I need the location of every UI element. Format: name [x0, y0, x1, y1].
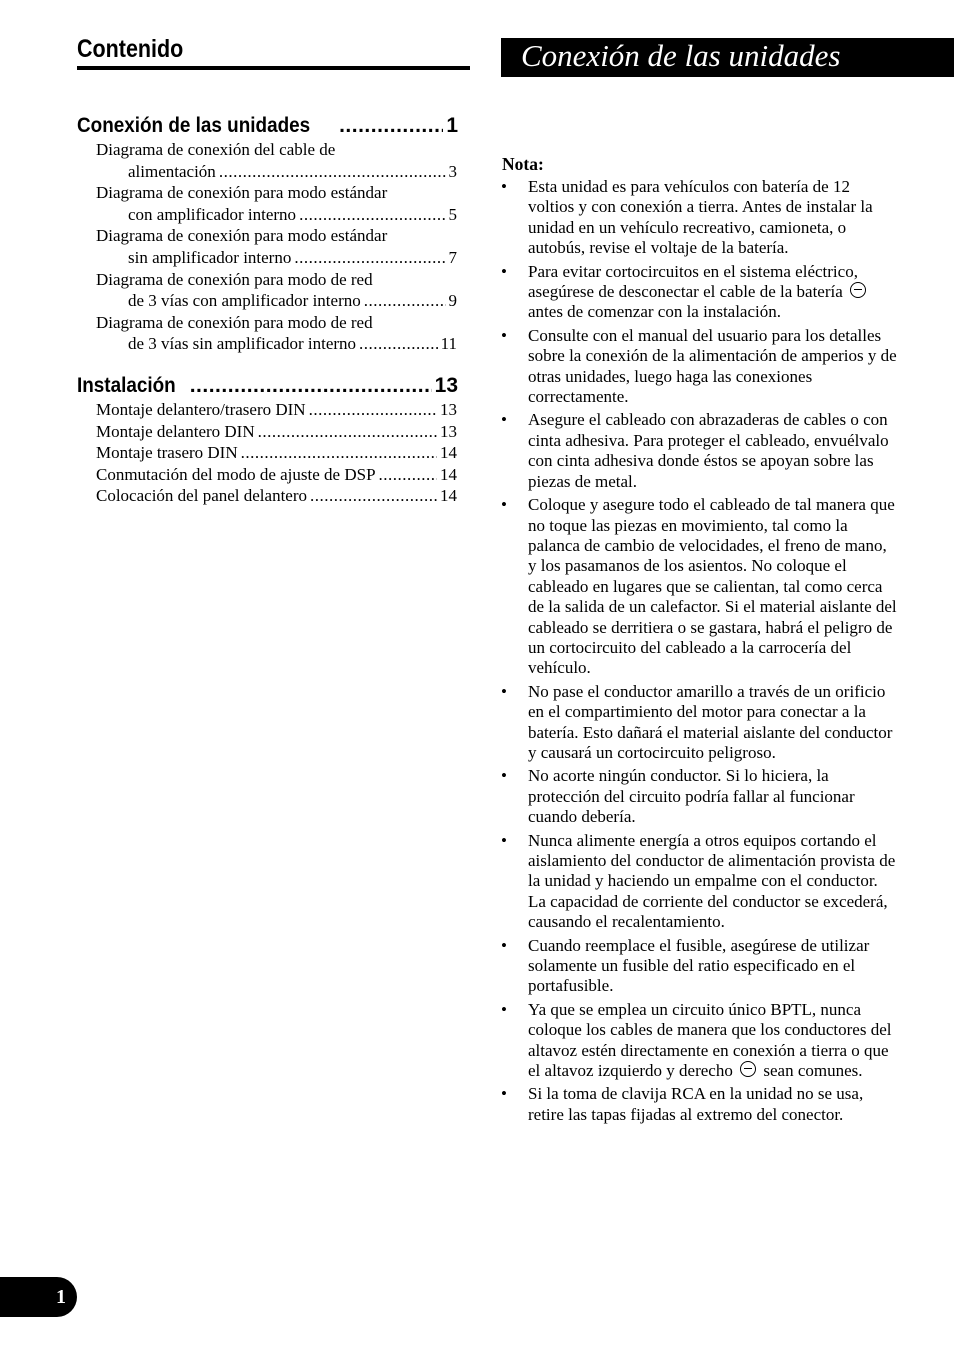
toc-entry-label: Colocación del panel delantero [96, 486, 307, 506]
dot-leader [379, 464, 437, 486]
toc-entry[interactable] [96, 485, 457, 507]
dot-leader [190, 373, 432, 399]
list-item [501, 410, 898, 492]
toc-entry-label: Montaje delantero DIN [96, 421, 255, 441]
note-text: Si la toma de clavija RCA en la unidad no se usa, retire las tapas fijadas al extremo del conector. [528, 1084, 864, 1124]
note-text: Consulte con el manual del usuario para los detalles sobre la conexión de la alimentación de amperios y de otras unidades, luego haga las conexiones correctamente. [528, 325, 897, 407]
notes-list [501, 177, 954, 1125]
minus-terminal-icon [740, 1061, 756, 1077]
bullet-icon: • [501, 177, 507, 196]
toc-entry-page: 13 [440, 421, 457, 441]
toc-entry[interactable] [96, 442, 457, 464]
dot-leader [310, 485, 437, 507]
toc-entry-label-cont: alimentación [128, 161, 216, 181]
toc-entry[interactable] [96, 421, 457, 443]
toc-entry-page: 5 [448, 204, 457, 224]
note-text: Asegure el cableado con abrazaderas de cables o con cinta adhesiva. Para proteger el cableado, envuélvalo con cinta adhesiva donde éstos se apoyan sobre las piezas de metal. [528, 410, 889, 491]
toc-section-heading[interactable] [77, 113, 458, 139]
note-text: No acorte ningún conductor. Si lo hiciera, la protección del circuito podría fallar al funcionar cuando debería. [528, 766, 855, 827]
bullet-icon: • [501, 766, 507, 786]
toc-entry-label-cont: con amplificador interno [128, 204, 297, 224]
bullet-icon: • [501, 261, 507, 281]
toc-entry-label: Diagrama de conexión para modo estándar [96, 183, 388, 203]
page-number-tab: 1 [0, 1277, 77, 1317]
toc-section-title: Conexión de las unidades [77, 114, 311, 137]
toc-entry-page: 3 [448, 161, 457, 181]
toc-section-page: 13 [434, 373, 458, 397]
toc-section-heading[interactable] [77, 373, 458, 399]
bullet-icon: • [501, 681, 507, 701]
toc-entry[interactable] [96, 464, 457, 486]
toc-entry-label: Diagrama de conexión para modo estándar [96, 226, 388, 246]
dot-leader [364, 290, 446, 312]
toc-section-instalacion [77, 373, 470, 507]
toc-entry-label-cont: de 3 vías con amplificador interno [128, 291, 361, 311]
toc-entry-page: 11 [440, 334, 457, 354]
dot-leader [219, 161, 446, 183]
dot-leader [241, 442, 437, 464]
bullet-icon: • [501, 935, 507, 955]
list-item [501, 495, 898, 679]
dot-leader [299, 204, 445, 226]
list-item [501, 326, 898, 408]
toc-section-conexion [77, 113, 470, 355]
list-item [501, 177, 898, 259]
note-text: Ya que se emplea un circuito único BPTL, nunca coloque los cables de manera que los conductores del altavoz estén directamente en conexión a tierra o que el altavoz izquierdo y derecho [528, 999, 892, 1081]
note-text: Coloque y asegure todo el cableado de tal manera que no toque las piezas en movimiento, tal como la palanca de cambio de velocidades, el freno de mano, y los pasamanos de los asientos. No coloque el cableado en lugares que se calientan, tal como cerca de la salida de un calefactor. Si el material aislante del cableado se derritiera o se gastara, habrá el peligro de un cortocircuito del cableado a la carrocería del vehículo. [528, 495, 897, 678]
toc-entry-label: Diagrama de conexión para modo de red [96, 312, 373, 332]
dot-leader [309, 399, 437, 421]
toc-entry-label: Conmutación del modo de ajuste de DSP [96, 464, 376, 484]
note-text-cont: antes de comenzar con la instalación. [528, 302, 781, 322]
toc-entry-page: 14 [440, 464, 457, 484]
toc-entry-page: 14 [440, 486, 457, 506]
list-item [501, 682, 898, 764]
toc-entry-label: Montaje delantero/trasero DIN [96, 399, 306, 419]
note-text: Cuando reemplace el fusible, asegúrese de utilizar solamente un fusible del ratio especificado en el portafusible. [528, 935, 870, 996]
nota-heading: Nota: [502, 154, 544, 174]
list-item [501, 766, 898, 827]
list-item [501, 936, 898, 997]
bullet-icon: • [501, 325, 507, 345]
bullet-icon: • [501, 1084, 507, 1104]
toc-divider [77, 66, 470, 70]
note-text: Para evitar cortocircuitos en el sistema eléctrico, asegúrese de desconectar el cable de la batería [528, 261, 858, 302]
toc-entry[interactable] [96, 312, 457, 355]
toc-entry[interactable] [96, 139, 457, 182]
toc-entry-page: 7 [448, 247, 457, 267]
bullet-icon: • [501, 495, 507, 515]
table-of-contents [77, 34, 470, 507]
list-item [501, 1084, 898, 1125]
toc-entry-label-cont: sin amplificador interno [128, 247, 292, 267]
toc-entry-label: Diagrama de conexión del cable de [96, 140, 336, 159]
note-text: No pase el conductor amarillo a través de un orificio en el compartimiento del motor para conectar a la batería. Esto dañará el material aislante del conductor y causará un cortocircuito peligroso. [528, 681, 893, 762]
toc-entry[interactable] [96, 269, 457, 312]
list-item [501, 262, 898, 323]
main-content [501, 38, 954, 1125]
toc-section-page: 1 [446, 114, 458, 137]
minus-terminal-icon [850, 282, 866, 298]
dot-leader [258, 421, 437, 443]
toc-section-title: Instalación [77, 373, 176, 397]
note-text: Esta unidad es para vehículos con batería de 12 voltios y con conexión a tierra. Antes de instalar la unidad en un vehículo recreativo, camioneta, o autobús, revise el voltaje de la batería. [528, 177, 873, 258]
list-item [501, 831, 898, 933]
list-item [501, 1000, 898, 1082]
section-banner: Conexión de las unidades [501, 38, 954, 77]
dot-leader [294, 247, 445, 269]
toc-entry[interactable] [96, 399, 457, 421]
toc-entry-label: Montaje trasero DIN [96, 443, 238, 463]
note-text-cont: sean comunes. [763, 1061, 863, 1081]
toc-entry-page: 14 [440, 443, 457, 463]
toc-entry-page: 13 [440, 399, 457, 419]
toc-entry-label: Diagrama de conexión para modo de red [96, 269, 373, 289]
toc-entry-label-cont: de 3 vías sin amplificador interno [128, 334, 357, 354]
toc-entry-page: 9 [448, 291, 457, 311]
dot-leader [339, 113, 443, 139]
toc-title: Contenido [77, 35, 184, 63]
toc-entry[interactable] [96, 182, 457, 225]
dot-leader [359, 333, 438, 355]
bullet-icon: • [501, 999, 507, 1019]
note-text: Nunca alimente energía a otros equipos cortando el aislamiento del conductor de alimentación provista de la unidad y haciendo un empalme con el conductor. La capacidad de corriente del conductor se excederá, causando el recalentamiento. [528, 830, 896, 932]
bullet-icon: • [501, 830, 507, 850]
toc-entry[interactable] [96, 225, 457, 268]
bullet-icon: • [501, 410, 507, 430]
